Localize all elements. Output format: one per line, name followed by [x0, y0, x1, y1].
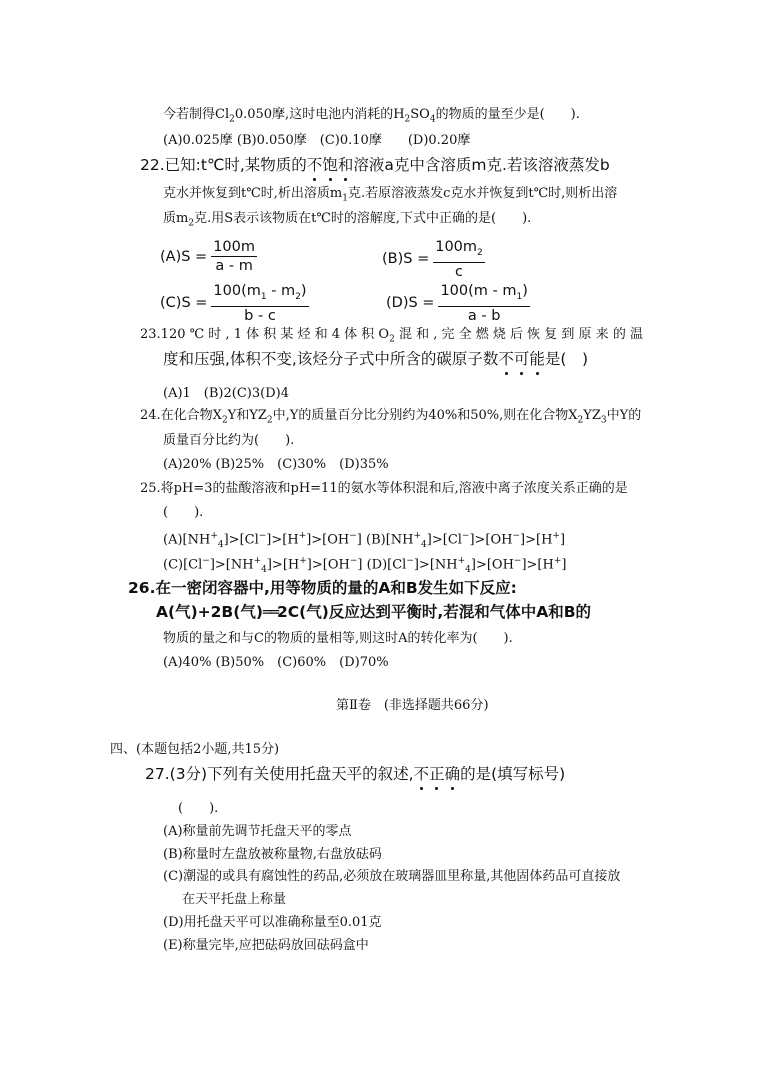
q26-line1: 26.在一密闭容器中,用等物质的量的A和B发生如下反应: — [128, 579, 517, 597]
q26-line3: 物质的量之和与C的物质的量相等,则这时A的转化率为( ). — [163, 631, 513, 646]
q24-line2: 质量百分比约为( ). — [163, 433, 295, 448]
q26-options: (A)40% (B)50% (C)60% (D)70% — [163, 655, 389, 670]
q23-line1: 23.120 ℃ 时 , 1 体 积 某 烃 和 4 体 积 $O_2$ 混 和 , 完 全 燃 烧 后 恢 复 到 原 来 的 温 — [140, 327, 643, 345]
q23-line2: 度和压强,体积不变,该烃分子式中所含的碳原子数不可能是( ) — [163, 350, 589, 368]
q22-line3: 质$m_2$克.用S表示该物质在t℃时的溶解度,下式中正确的是( ). — [163, 211, 532, 229]
q25-line2: ( ). — [163, 505, 204, 520]
q22-option-d: (D)S = $\frac{100(m - m_1)}{a - b}$ — [386, 283, 528, 324]
q26-line2: A(气)+2B(气)══2C(气)反应达到平衡时,若混和气体中A和B的 — [156, 603, 592, 621]
q27-heading: 27.(3分)下列有关使用托盘天平的叙述,不正确的是(填写标号) — [145, 765, 566, 783]
q22-line2: 克水并恢复到t℃时,析出溶质$m_1$克.若原溶液蒸发c克水并恢复到t℃时,则析出溶 — [163, 186, 618, 204]
q24-line1: 24.在化合物$X_2Y$和$YZ_2$中,Y的质量百分比分别约为40%和50%,则在化合物$X_2YZ_3$中Y的 — [140, 408, 642, 426]
q22-heading: 22.已知:t℃时,某物质的不饱和溶液a克中含溶质m克.若该溶液蒸发b — [140, 156, 610, 174]
q27-option-a: (A)称量前先调节托盘天平的零点 — [163, 824, 352, 839]
q25-options-cd: $(C)[Cl^-]>[NH^+_4]>[H^+]>[OH^-]$ $(D)[Cl^-]>[NH^+_4]>[OH^-]>[H^+]$ — [163, 556, 567, 575]
q23-options: (A)1 (B)2(C)3(D)4 — [163, 386, 289, 401]
q25-line1: 25.将pH=3的盐酸溶液和pH=11的氨水等体积混和后,溶液中离子浓度关系正确的是 — [140, 481, 628, 496]
q27-option-c-line2: 在天平托盘上称量 — [182, 892, 287, 907]
section-ii-title: 第Ⅱ卷 (非选择题共66分) — [336, 698, 489, 713]
q27-option-d: (D)用托盘天平可以准确称量至0.01克 — [163, 915, 382, 930]
q22-option-a: (A)S = $\frac{100m}{a - m}$ — [160, 239, 256, 274]
q27-option-e: (E)称量完毕,应把砝码放回砝码盒中 — [163, 938, 369, 953]
q21-options: (A)0.025摩 (B)0.050摩 (C)0.10摩 (D)0.20摩 — [163, 133, 471, 148]
q21-line: 今若制得$Cl_20.050$摩,这时电池内消耗的$H_2SO_4$的物质的量至少是( ). — [163, 107, 580, 125]
part-four-heading: 四、(本题包括2小题,共15分) — [110, 742, 280, 757]
q22-option-c: (C)S = $\frac{100(m_1 - m_2)}{b - c}$ — [160, 283, 307, 324]
q24-options: (A)20% (B)25% (C)30% (D)35% — [163, 457, 389, 472]
q27-blank: ( ). — [178, 801, 219, 816]
q27-option-c-line1: (C)潮湿的或具有腐蚀性的药品,必须放在玻璃器皿里称量,其他固体药品可直接放 — [163, 869, 621, 884]
q25-options-ab: $(A)[NH^+_4]>[Cl^-]>[H^+]>[OH^-]$ $(B)[NH^+_4]>[Cl^-]>[OH^-]>[H^+]$ — [163, 531, 566, 550]
q27-option-b: (B)称量时左盘放被称量物,右盘放砝码 — [163, 847, 382, 862]
q22-option-b: (B)S = $\frac{100m_2}{c}$ — [382, 239, 483, 280]
